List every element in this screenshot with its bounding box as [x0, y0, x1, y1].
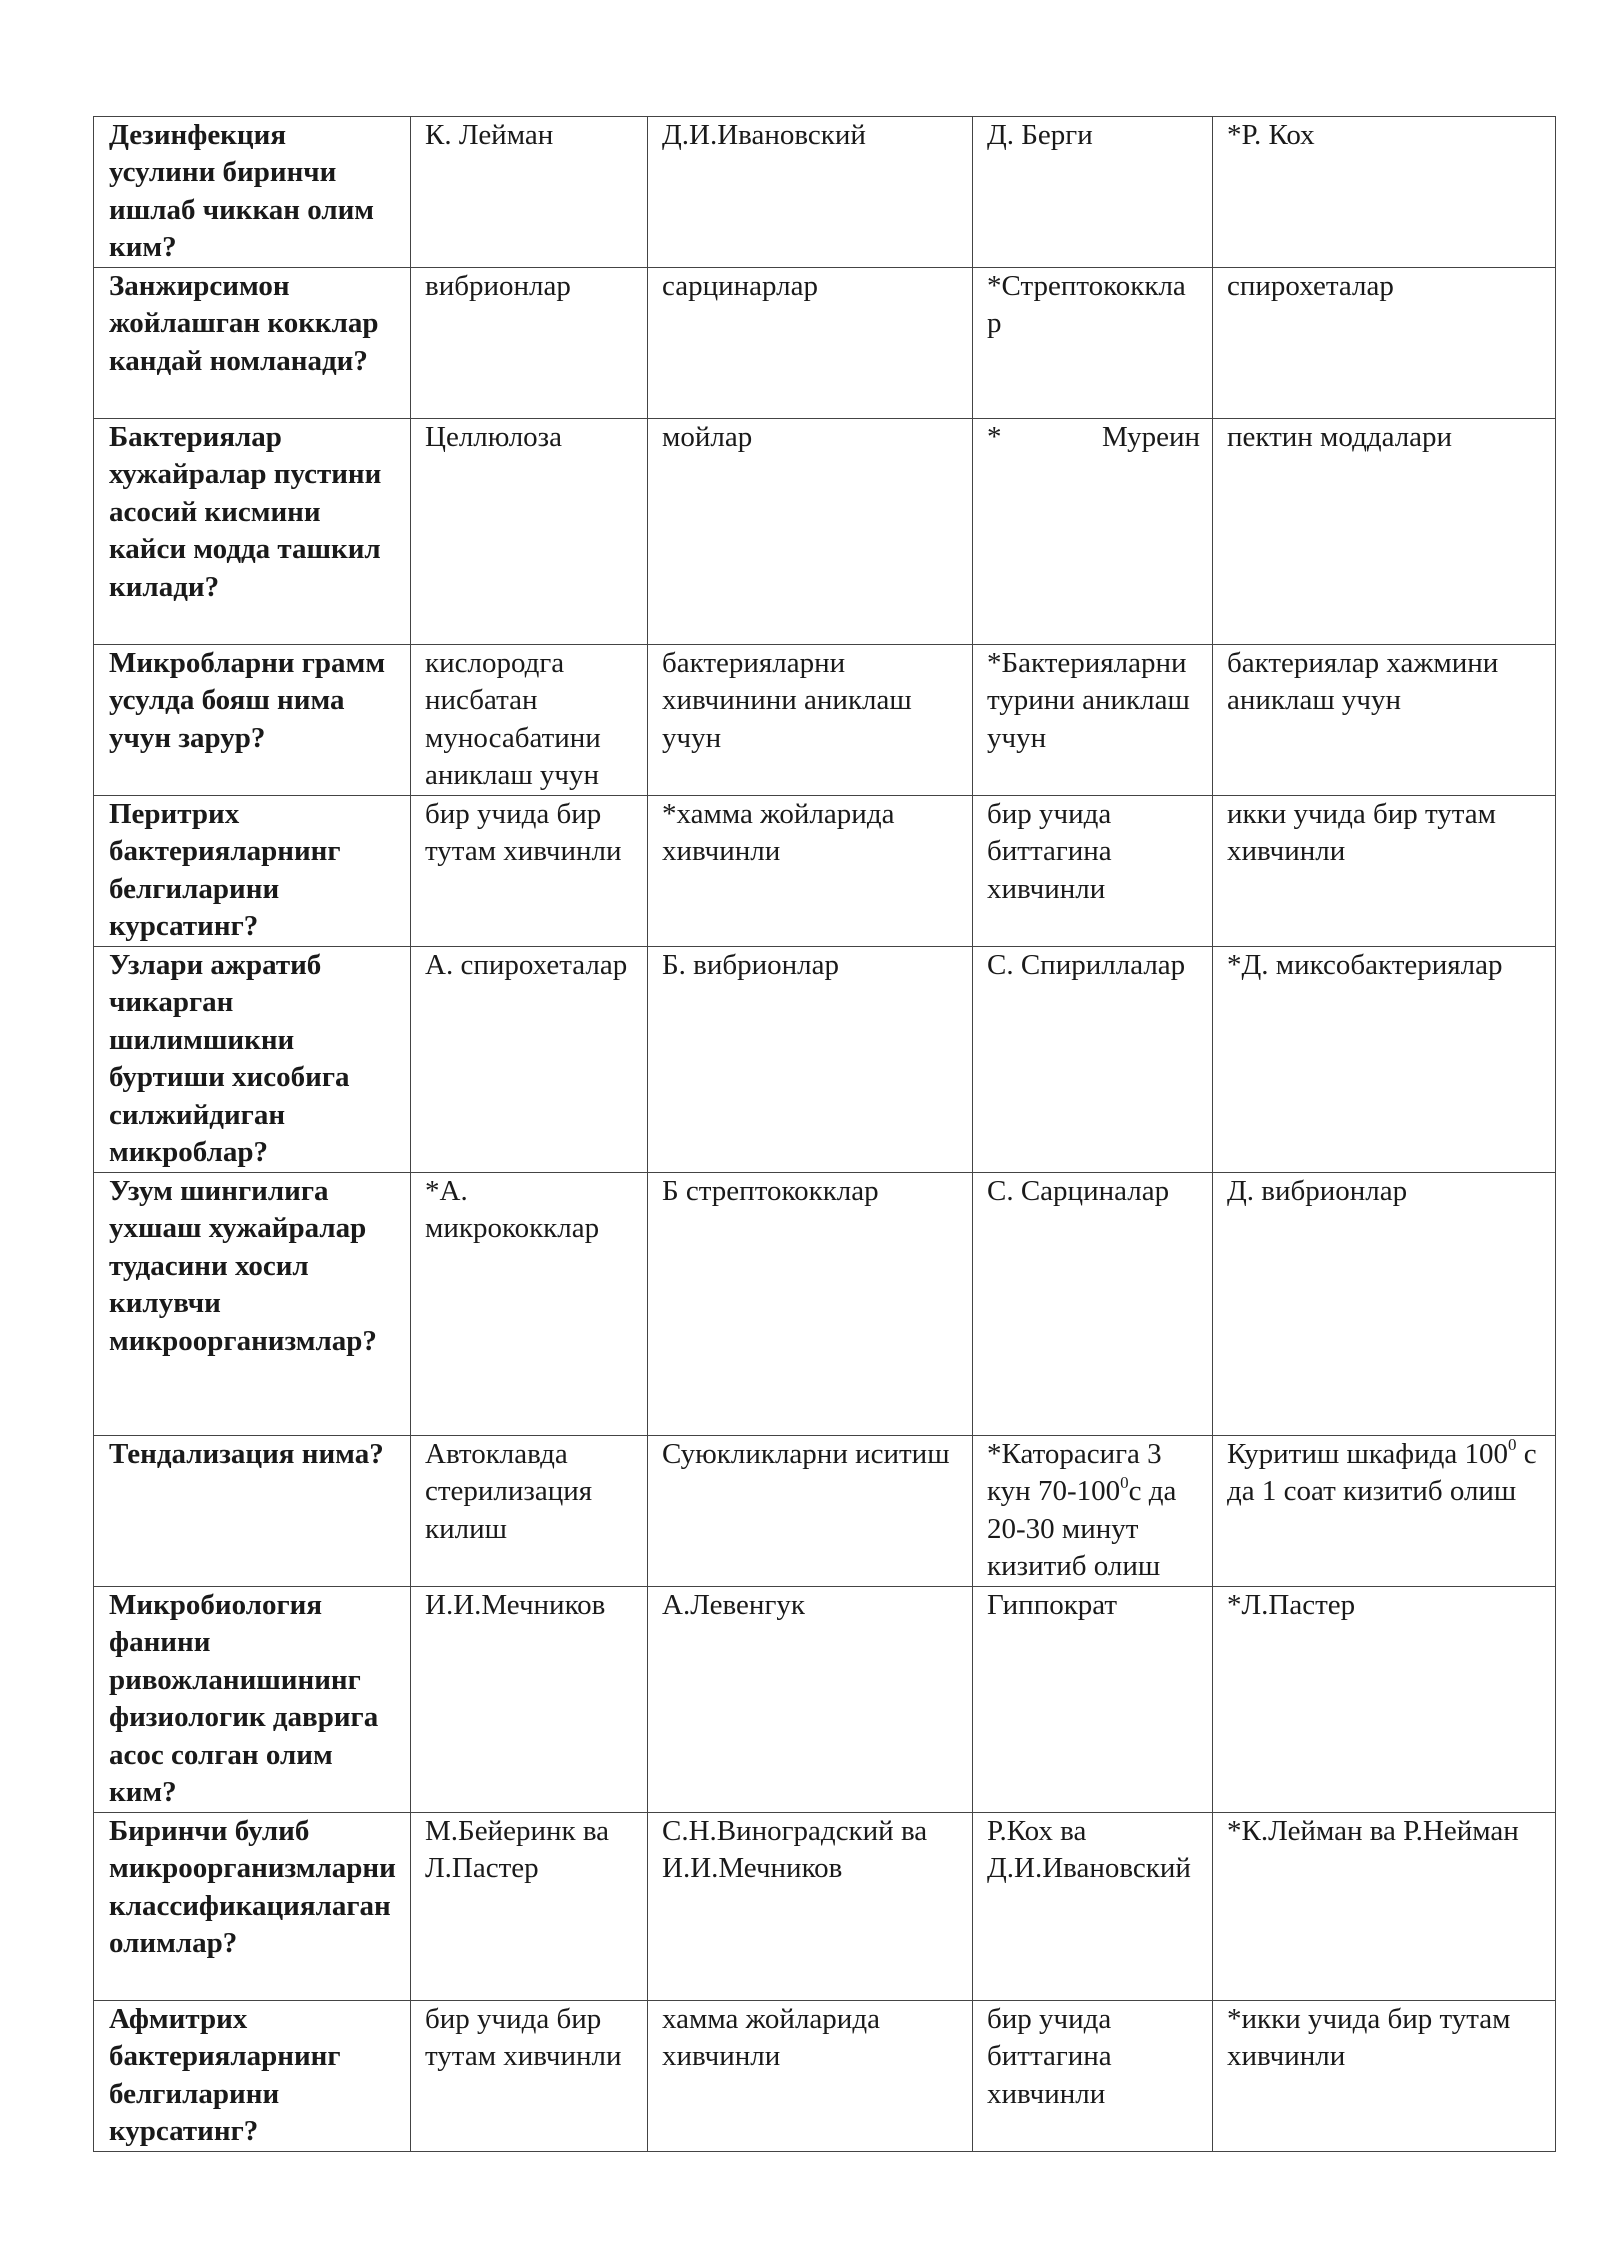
question-cell: Афмитрих бактерияларнинг белгиларини курсатинг?	[94, 2001, 411, 2152]
question-cell: Биринчи булиб микроорганизмларни классификациялаган олимлар?	[94, 1813, 411, 2001]
option-d-cell: *икки учида бир тутам хивчинли	[1213, 2001, 1556, 2152]
option-b-cell: *хамма жойларида хивчинли	[648, 796, 973, 947]
option-a-cell: К. Лейман	[411, 117, 648, 268]
question-cell: Микробларни грамм усулда бояш нима учун зарур?	[94, 645, 411, 796]
table-row	[94, 419, 1556, 645]
option-d-cell: *К.Лейман ва Р.Нейман	[1213, 1813, 1556, 2001]
option-c-cell	[973, 419, 1213, 645]
table-row	[94, 117, 1556, 268]
option-c-cell: Р.Кох ва Д.И.Ивановский	[973, 1813, 1213, 2001]
option-b-cell: С.Н.Виноградский ва И.И.Мечников	[648, 1813, 973, 2001]
question-cell: Тендализация нима?	[94, 1436, 411, 1587]
option-b-cell: Б. вибрионлар	[648, 947, 973, 1173]
option-b-cell: Б стрептококклар	[648, 1173, 973, 1436]
option-a-cell: вибрионлар	[411, 268, 648, 419]
degree-superscript: 0	[1120, 1472, 1129, 1492]
option-marker: *	[987, 421, 1002, 453]
table-row	[94, 1587, 1556, 1813]
degree-superscript: 0	[1508, 1435, 1517, 1455]
option-c-cell: бир учида биттагина хивчинли	[973, 2001, 1213, 2152]
option-a-cell: кислородга нисбатан муносабатини аниклаш учун	[411, 645, 648, 796]
option-b-cell: Суюкликларни иситиш	[648, 1436, 973, 1587]
option-b-cell: сарцинарлар	[648, 268, 973, 419]
option-d-cell: икки учида бир тутам хивчинли	[1213, 796, 1556, 947]
option-c-cell: Гиппократ	[973, 1587, 1213, 1813]
question-cell: Узум шингилига ухшаш хужайралар тудасини хосил килувчи микроорганизмлар?	[94, 1173, 411, 1436]
table-row	[94, 1173, 1556, 1436]
table-row	[94, 268, 1556, 419]
option-c-cell	[973, 1436, 1213, 1587]
option-d-text-part1: Куритиш шкафида 100	[1227, 1438, 1508, 1470]
question-cell: Узлари ажратиб чикарган шилимшикни буртиши хисобига силжийдиган микроблар?	[94, 947, 411, 1173]
option-b-cell: мойлар	[648, 419, 973, 645]
quiz-table	[93, 116, 1556, 2152]
table-row	[94, 645, 1556, 796]
option-a-cell: *А. микрококклар	[411, 1173, 648, 1436]
option-d-cell: *Л.Пастер	[1213, 1587, 1556, 1813]
option-a-cell: М.Бейеринк ва Л.Пастер	[411, 1813, 648, 2001]
option-d-cell: пектин моддалари	[1213, 419, 1556, 645]
option-c-text: Муреин	[1102, 421, 1200, 453]
option-d-cell: бактериялар хажмини аниклаш учун	[1213, 645, 1556, 796]
option-a-cell: И.И.Мечников	[411, 1587, 648, 1813]
option-c-cell: *Бактерияларни турини аниклаш учун	[973, 645, 1213, 796]
option-a-cell: бир учида бир тутам хивчинли	[411, 796, 648, 947]
question-cell: Занжирсимон жойлашган кокклар кандай номланади?	[94, 268, 411, 419]
option-b-cell: А.Левенгук	[648, 1587, 973, 1813]
option-c-cell: *Стрептококклар	[973, 268, 1213, 419]
table-row	[94, 1436, 1556, 1587]
option-c-text-part2: с да 20-30 минут кизитиб олиш	[987, 1475, 1177, 1583]
option-b-cell: хамма жойларида хивчинли	[648, 2001, 973, 2152]
option-c-cell: Д. Берги	[973, 117, 1213, 268]
option-d-cell: спирохеталар	[1213, 268, 1556, 419]
question-cell: Дезинфекция усулини биринчи ишлаб чиккан олим ким?	[94, 117, 411, 268]
option-a-cell: Автоклавда стерилизация килиш	[411, 1436, 648, 1587]
option-d-cell: *Р. Кох	[1213, 117, 1556, 268]
option-c-text-part1: *Каторасига 3 кун 70-100	[987, 1438, 1162, 1508]
option-d-text-part2: с да 1 соат кизитиб олиш	[1227, 1438, 1537, 1508]
table-row	[94, 947, 1556, 1173]
question-cell: Микробиология фанини ривожланишининг физиологик даврига асос солган олим ким?	[94, 1587, 411, 1813]
question-cell: Бактериялар хужайралар пустини асосий кисмини кайси модда ташкил килади?	[94, 419, 411, 645]
option-a-cell: А. спирохеталар	[411, 947, 648, 1173]
option-c-justified-line	[987, 419, 1200, 456]
table-row	[94, 1813, 1556, 2001]
option-b-cell: Д.И.Ивановский	[648, 117, 973, 268]
question-cell: Перитрих бактерияларнинг белгиларини курсатинг?	[94, 796, 411, 947]
option-d-cell: *Д. миксобактериялар	[1213, 947, 1556, 1173]
option-c-cell: С. Сарциналар	[973, 1173, 1213, 1436]
table-row	[94, 796, 1556, 947]
option-a-cell: Целлюлоза	[411, 419, 648, 645]
option-d-cell: Д. вибрионлар	[1213, 1173, 1556, 1436]
option-b-cell: бактерияларни хивчинини аниклаш учун	[648, 645, 973, 796]
option-c-cell: бир учида биттагина хивчинли	[973, 796, 1213, 947]
option-d-cell	[1213, 1436, 1556, 1587]
table-row	[94, 2001, 1556, 2152]
option-c-cell: С. Спириллалар	[973, 947, 1213, 1173]
option-a-cell: бир учида бир тутам хивчинли	[411, 2001, 648, 2152]
